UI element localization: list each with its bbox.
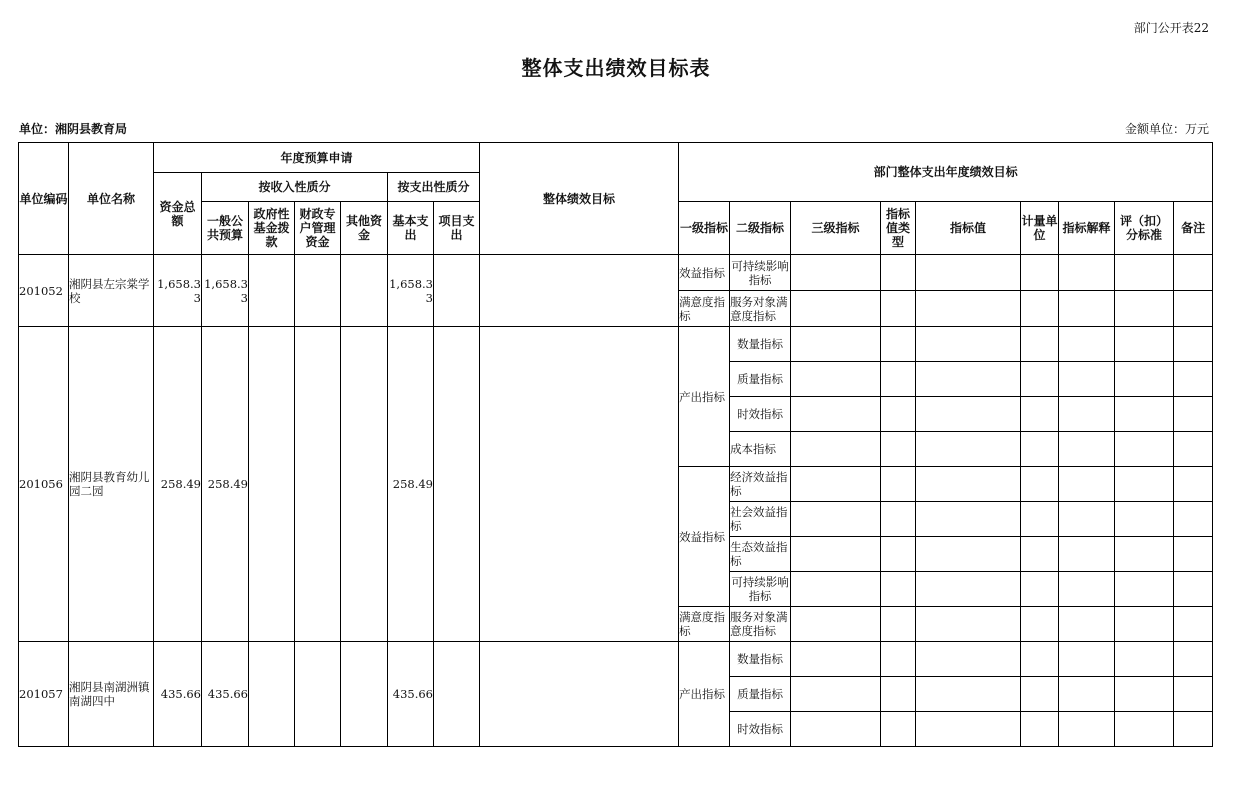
scoring-cell bbox=[1115, 432, 1174, 467]
scoring-cell bbox=[1115, 642, 1174, 677]
remark-cell bbox=[1174, 467, 1213, 502]
general-budget-cell: 258.49 bbox=[202, 327, 249, 642]
unit-code-cell: 201057 bbox=[19, 642, 69, 747]
level2-cell: 可持续影响指标 bbox=[730, 572, 791, 607]
header-overall-goal: 整体绩效目标 bbox=[480, 143, 679, 255]
indicator-value-cell bbox=[916, 572, 1021, 607]
measure-unit-cell bbox=[1021, 502, 1059, 537]
header-total-funds: 资金总额 bbox=[154, 173, 202, 255]
header-value-type: 指标值类型 bbox=[881, 202, 916, 255]
unit-name-cell: 湘阴县教育幼儿园二园 bbox=[69, 327, 154, 642]
header-unit-name: 单位名称 bbox=[69, 143, 154, 255]
scoring-cell bbox=[1115, 572, 1174, 607]
level3-cell bbox=[791, 291, 881, 327]
project-expense-cell bbox=[434, 255, 480, 327]
measure-unit-cell bbox=[1021, 712, 1059, 747]
value-type-cell bbox=[881, 255, 916, 291]
level3-cell bbox=[791, 255, 881, 291]
indicator-value-cell bbox=[916, 607, 1021, 642]
level2-cell: 质量指标 bbox=[730, 677, 791, 712]
level2-cell: 时效指标 bbox=[730, 397, 791, 432]
value-type-cell bbox=[881, 467, 916, 502]
indicator-desc-cell bbox=[1059, 537, 1115, 572]
level3-cell bbox=[791, 677, 881, 712]
measure-unit-cell bbox=[1021, 397, 1059, 432]
header-level2: 二级指标 bbox=[730, 202, 791, 255]
header-other-funds: 其他资金 bbox=[341, 202, 388, 255]
remark-cell bbox=[1174, 397, 1213, 432]
page-title: 整体支出绩效目标表 bbox=[521, 56, 711, 80]
table-row bbox=[19, 327, 1213, 362]
indicator-desc-cell bbox=[1059, 432, 1115, 467]
header-by-income: 按收入性质分 bbox=[202, 173, 388, 202]
level1-cell: 效益指标 bbox=[679, 467, 730, 607]
indicator-desc-cell bbox=[1059, 397, 1115, 432]
level3-cell bbox=[791, 502, 881, 537]
measure-unit-cell bbox=[1021, 537, 1059, 572]
value-type-cell bbox=[881, 502, 916, 537]
general-budget-cell: 1,658.33 bbox=[202, 255, 249, 327]
basic-expense-cell: 1,658.33 bbox=[388, 255, 434, 327]
header-unit-code: 单位编码 bbox=[19, 143, 69, 255]
special-account-cell bbox=[295, 255, 341, 327]
header-general-budget: 一般公共预算 bbox=[202, 202, 249, 255]
level3-cell bbox=[791, 432, 881, 467]
header-gov-fund: 政府性基金拨款 bbox=[249, 202, 295, 255]
remark-cell bbox=[1174, 607, 1213, 642]
indicator-desc-cell bbox=[1059, 502, 1115, 537]
gov-fund-cell bbox=[249, 642, 295, 747]
total-funds-cell: 1,658.33 bbox=[154, 255, 202, 327]
other-funds-cell bbox=[341, 642, 388, 747]
indicator-value-cell bbox=[916, 642, 1021, 677]
level2-cell: 服务对象满意度指标 bbox=[730, 291, 791, 327]
reporting-unit bbox=[19, 120, 127, 137]
header-level3: 三级指标 bbox=[791, 202, 881, 255]
measure-unit-cell bbox=[1021, 291, 1059, 327]
table-row bbox=[19, 255, 1213, 291]
total-funds-cell: 258.49 bbox=[154, 327, 202, 642]
indicator-desc-cell bbox=[1059, 291, 1115, 327]
scoring-cell bbox=[1115, 327, 1174, 362]
header-dept-goal: 部门整体支出年度绩效目标 bbox=[679, 143, 1213, 202]
other-funds-cell bbox=[341, 327, 388, 642]
scoring-cell bbox=[1115, 537, 1174, 572]
scoring-cell bbox=[1115, 291, 1174, 327]
header-indicator-value: 指标值 bbox=[916, 202, 1021, 255]
level2-cell: 社会效益指标 bbox=[730, 502, 791, 537]
table-row bbox=[19, 642, 1213, 677]
header-annual-budget: 年度预算申请 bbox=[154, 143, 480, 173]
basic-expense-cell: 435.66 bbox=[388, 642, 434, 747]
indicator-desc-cell bbox=[1059, 607, 1115, 642]
reporting-unit-value: 湘阴县教育局 bbox=[55, 122, 128, 136]
scoring-cell bbox=[1115, 712, 1174, 747]
indicator-value-cell bbox=[916, 291, 1021, 327]
general-budget-cell: 435.66 bbox=[202, 642, 249, 747]
value-type-cell bbox=[881, 537, 916, 572]
measure-unit-cell bbox=[1021, 362, 1059, 397]
scoring-cell bbox=[1115, 255, 1174, 291]
gov-fund-cell bbox=[249, 255, 295, 327]
level2-cell: 成本指标 bbox=[730, 432, 791, 467]
remark-cell bbox=[1174, 432, 1213, 467]
remark-cell bbox=[1174, 291, 1213, 327]
measure-unit-cell bbox=[1021, 677, 1059, 712]
indicator-desc-cell bbox=[1059, 712, 1115, 747]
project-expense-cell bbox=[434, 327, 480, 642]
indicator-desc-cell bbox=[1059, 677, 1115, 712]
level3-cell bbox=[791, 537, 881, 572]
scoring-cell bbox=[1115, 397, 1174, 432]
table-body bbox=[19, 255, 1213, 747]
header-remark: 备注 bbox=[1174, 202, 1213, 255]
measure-unit-cell bbox=[1021, 607, 1059, 642]
level3-cell bbox=[791, 362, 881, 397]
header-level1: 一级指标 bbox=[679, 202, 730, 255]
measure-unit-cell bbox=[1021, 327, 1059, 362]
unit-code-cell: 201052 bbox=[19, 255, 69, 327]
indicator-value-cell bbox=[916, 362, 1021, 397]
level3-cell bbox=[791, 607, 881, 642]
indicator-desc-cell bbox=[1059, 467, 1115, 502]
other-funds-cell bbox=[341, 255, 388, 327]
header-project-expense: 项目支出 bbox=[434, 202, 480, 255]
value-type-cell bbox=[881, 642, 916, 677]
value-type-cell bbox=[881, 432, 916, 467]
header-measure-unit: 计量单位 bbox=[1021, 202, 1059, 255]
reporting-unit-label: 单位： bbox=[19, 122, 56, 136]
unit-name-cell: 湘阴县南湖洲镇南湖四中 bbox=[69, 642, 154, 747]
remark-cell bbox=[1174, 502, 1213, 537]
indicator-value-cell bbox=[916, 327, 1021, 362]
indicator-desc-cell bbox=[1059, 642, 1115, 677]
indicator-value-cell bbox=[916, 397, 1021, 432]
level2-cell: 时效指标 bbox=[730, 712, 791, 747]
level2-cell: 数量指标 bbox=[730, 642, 791, 677]
performance-table bbox=[18, 142, 1213, 747]
level1-cell: 满意度指标 bbox=[679, 607, 730, 642]
measure-unit-cell bbox=[1021, 255, 1059, 291]
measure-unit-cell bbox=[1021, 642, 1059, 677]
indicator-desc-cell bbox=[1059, 362, 1115, 397]
special-account-cell bbox=[295, 642, 341, 747]
remark-cell bbox=[1174, 642, 1213, 677]
header-special-account: 财政专户管理资金 bbox=[295, 202, 341, 255]
indicator-value-cell bbox=[916, 255, 1021, 291]
value-type-cell bbox=[881, 607, 916, 642]
value-type-cell bbox=[881, 677, 916, 712]
scoring-cell bbox=[1115, 362, 1174, 397]
scoring-cell bbox=[1115, 607, 1174, 642]
indicator-value-cell bbox=[916, 502, 1021, 537]
money-unit: 金额单位：万元 bbox=[1124, 122, 1209, 136]
level1-cell: 产出指标 bbox=[679, 642, 730, 747]
remark-cell bbox=[1174, 572, 1213, 607]
indicator-value-cell bbox=[916, 537, 1021, 572]
remark-cell bbox=[1174, 712, 1213, 747]
indicator-value-cell bbox=[916, 467, 1021, 502]
overall-goal-cell bbox=[480, 327, 679, 642]
remark-cell bbox=[1174, 362, 1213, 397]
measure-unit-cell bbox=[1021, 432, 1059, 467]
level2-cell: 数量指标 bbox=[730, 327, 791, 362]
remark-cell bbox=[1174, 677, 1213, 712]
remark-cell bbox=[1174, 537, 1213, 572]
overall-goal-cell bbox=[480, 255, 679, 327]
indicator-desc-cell bbox=[1059, 572, 1115, 607]
indicator-value-cell bbox=[916, 677, 1021, 712]
header-scoring: 评（扣）分标准 bbox=[1115, 202, 1174, 255]
level3-cell bbox=[791, 467, 881, 502]
project-expense-cell bbox=[434, 642, 480, 747]
level2-cell: 服务对象满意度指标 bbox=[730, 607, 791, 642]
level3-cell bbox=[791, 642, 881, 677]
indicator-desc-cell bbox=[1059, 327, 1115, 362]
level1-cell: 产出指标 bbox=[679, 327, 730, 467]
measure-unit-cell bbox=[1021, 467, 1059, 502]
level2-cell: 质量指标 bbox=[730, 362, 791, 397]
value-type-cell bbox=[881, 712, 916, 747]
indicator-value-cell bbox=[916, 712, 1021, 747]
level3-cell bbox=[791, 327, 881, 362]
unit-name-cell: 湘阴县左宗棠学校 bbox=[69, 255, 154, 327]
level3-cell bbox=[791, 397, 881, 432]
form-number: 部门公开表22 bbox=[1133, 21, 1209, 35]
header-basic-expense: 基本支出 bbox=[388, 202, 434, 255]
unit-code-cell: 201056 bbox=[19, 327, 69, 642]
basic-expense-cell: 258.49 bbox=[388, 327, 434, 642]
remark-cell bbox=[1174, 327, 1213, 362]
value-type-cell bbox=[881, 291, 916, 327]
table-header bbox=[19, 143, 1213, 255]
gov-fund-cell bbox=[249, 327, 295, 642]
level3-cell bbox=[791, 572, 881, 607]
remark-cell bbox=[1174, 255, 1213, 291]
indicator-desc-cell bbox=[1059, 255, 1115, 291]
level2-cell: 经济效益指标 bbox=[730, 467, 791, 502]
scoring-cell bbox=[1115, 467, 1174, 502]
level2-cell: 生态效益指标 bbox=[730, 537, 791, 572]
level3-cell bbox=[791, 712, 881, 747]
scoring-cell bbox=[1115, 502, 1174, 537]
indicator-value-cell bbox=[916, 432, 1021, 467]
value-type-cell bbox=[881, 397, 916, 432]
measure-unit-cell bbox=[1021, 572, 1059, 607]
value-type-cell bbox=[881, 572, 916, 607]
level1-cell: 效益指标 bbox=[679, 255, 730, 291]
overall-goal-cell bbox=[480, 642, 679, 747]
level2-cell: 可持续影响指标 bbox=[730, 255, 791, 291]
scoring-cell bbox=[1115, 677, 1174, 712]
header-by-expense: 按支出性质分 bbox=[388, 173, 480, 202]
value-type-cell bbox=[881, 327, 916, 362]
special-account-cell bbox=[295, 327, 341, 642]
total-funds-cell: 435.66 bbox=[154, 642, 202, 747]
header-indicator-desc: 指标解释 bbox=[1059, 202, 1115, 255]
level1-cell: 满意度指标 bbox=[679, 291, 730, 327]
value-type-cell bbox=[881, 362, 916, 397]
